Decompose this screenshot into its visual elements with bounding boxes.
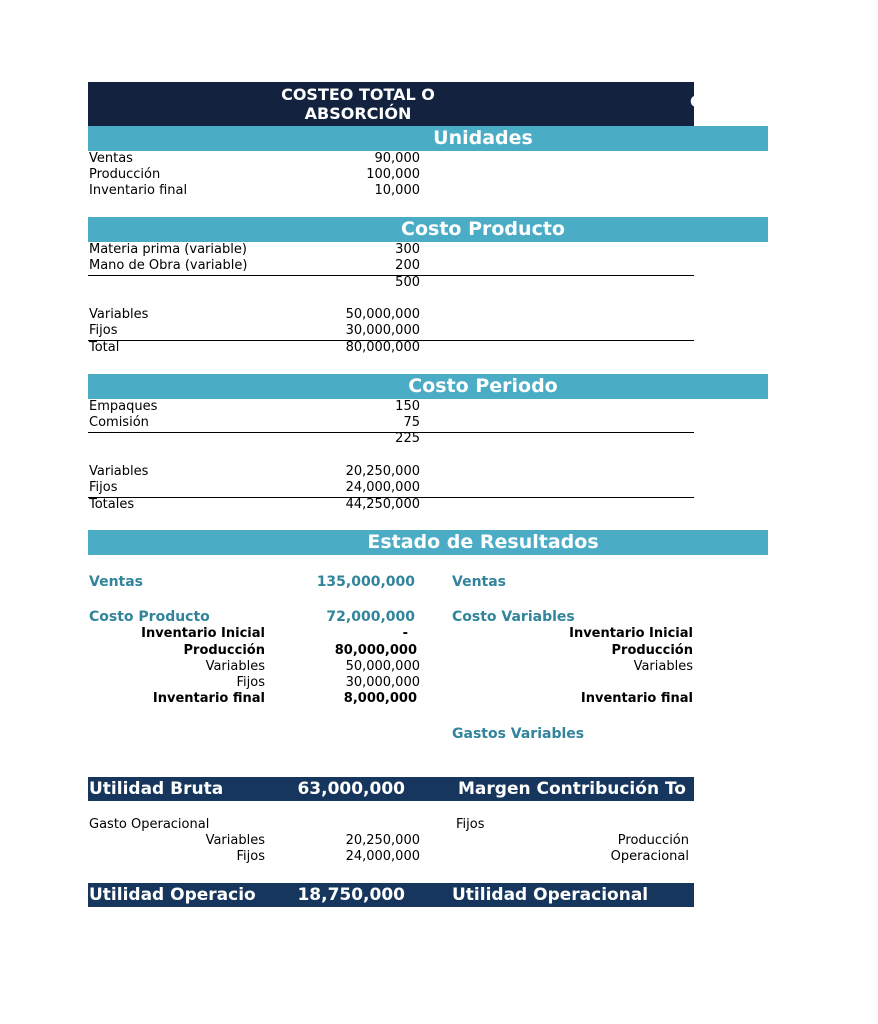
costo-periodo-label-comision: Comisión: [89, 415, 149, 430]
estado-right-costo-variables-label: Costo Variables: [452, 609, 575, 625]
estado-right-inventario-final-label: Inventario final: [580, 691, 693, 706]
estado-left-inventario-inicial-value: -: [402, 626, 408, 641]
estado-right-variables-label: Variables: [633, 659, 693, 674]
costo-producto-value-total: 80,000,000: [345, 340, 420, 355]
estado-right-inventario-inicial-label: Inventario Inicial: [569, 626, 693, 641]
estado-left-variables-label: Variables: [205, 659, 265, 674]
gasto-fijos-value: 24,000,000: [345, 849, 420, 864]
estado-left-fijos-label: Fijos: [236, 675, 265, 690]
costo-producto-label-materia-prima: Materia prima (variable): [89, 242, 247, 257]
estado-left-inventario-final-label: Inventario final: [152, 691, 265, 706]
costo-producto-label-variables: Variables: [89, 307, 149, 322]
utilidad-bruta-value: 63,000,000: [297, 779, 405, 799]
unidades-label-ventas: Ventas: [89, 151, 133, 166]
unidades-value-produccion: 100,000: [366, 167, 420, 182]
utilidad-operacional-right-label: Utilidad Operacional: [452, 885, 649, 905]
gasto-variables-label: Variables: [205, 833, 265, 848]
gasto-operacional-label: Gasto Operacional: [89, 817, 210, 832]
right-fijos-label: Fijos: [456, 817, 485, 832]
gasto-variables-value: 20,250,000: [345, 833, 420, 848]
utilidad-bruta-label: Utilidad Bruta: [89, 779, 224, 799]
costo-producto-value-fijos: 30,000,000: [345, 323, 420, 338]
costo-periodo-label-empaques: Empaques: [89, 399, 158, 414]
utilidad-operacional-value: 18,750,000: [297, 885, 405, 905]
estado-left-fijos-value: 30,000,000: [345, 675, 420, 690]
estado-right-ventas-label: Ventas: [452, 574, 507, 590]
section-title-estado: Estado de Resultados: [367, 531, 599, 553]
costo-periodo-value-fijos: 24,000,000: [345, 480, 420, 495]
estado-left-produccion-value: 80,000,000: [334, 643, 417, 658]
title-right-fragment: C: [690, 92, 702, 111]
costo-producto-subtotal: 500: [395, 275, 420, 290]
estado-left-produccion-label: Producción: [183, 643, 265, 658]
utilidad-operacional-label: Utilidad Operacio: [89, 885, 256, 905]
costo-periodo-subtotal: 225: [395, 431, 420, 446]
costo-periodo-value-empaques: 150: [395, 399, 420, 414]
right-fijos-produccion-label: Producción: [617, 833, 689, 848]
estado-left-ventas-value: 135,000,000: [316, 574, 415, 590]
section-title-unidades: Unidades: [433, 127, 533, 149]
unidades-value-inventario-final: 10,000: [374, 183, 420, 198]
estado-right-produccion-label: Producción: [611, 643, 693, 658]
costo-periodo-label-totales: Totales: [89, 497, 135, 512]
costo-periodo-value-variables: 20,250,000: [345, 464, 420, 479]
unidades-label-produccion: Producción: [89, 167, 161, 182]
utilidad-operacional-bar: [88, 883, 694, 907]
utilidad-bruta-bar: [88, 777, 694, 801]
page-title-line-1: COSTEO TOTAL O: [281, 85, 435, 104]
estado-left-inventario-inicial-label: Inventario Inicial: [141, 626, 265, 641]
estado-left-ventas-label: Ventas: [89, 574, 144, 590]
estado-left-costo-producto-label: Costo Producto: [89, 609, 210, 625]
costo-periodo-value-comision: 75: [403, 415, 420, 430]
page-title-line-2: ABSORCIÓN: [304, 104, 412, 123]
costo-producto-value-materia-prima: 300: [395, 242, 420, 257]
unidades-value-ventas: 90,000: [374, 151, 420, 166]
costo-periodo-value-totales: 44,250,000: [345, 497, 420, 512]
margen-contribucion-label: Margen Contribución To: [458, 779, 686, 799]
section-title-costo-producto: Costo Producto: [401, 218, 565, 240]
page-title: [88, 85, 628, 123]
unidades-label-inventario-final: Inventario final: [89, 183, 188, 198]
costo-periodo-label-fijos: Fijos: [89, 480, 118, 495]
estado-left-variables-value: 50,000,000: [345, 659, 420, 674]
costo-producto-label-fijos: Fijos: [89, 323, 118, 338]
costo-producto-label-mano-obra: Mano de Obra (variable): [89, 258, 248, 273]
costo-periodo-label-variables: Variables: [89, 464, 149, 479]
estado-right-gastos-variables-label: Gastos Variables: [452, 726, 585, 742]
gasto-fijos-label: Fijos: [236, 849, 265, 864]
costo-producto-value-mano-obra: 200: [395, 258, 420, 273]
section-title-costo-periodo: Costo Periodo: [408, 375, 558, 397]
right-fijos-operacional-label: Operacional: [610, 849, 689, 864]
estado-left-inventario-final-value: 8,000,000: [343, 691, 417, 706]
costo-producto-value-variables: 50,000,000: [345, 307, 420, 322]
estado-left-costo-producto-value: 72,000,000: [326, 609, 415, 625]
costo-producto-label-total: Total: [89, 340, 120, 355]
